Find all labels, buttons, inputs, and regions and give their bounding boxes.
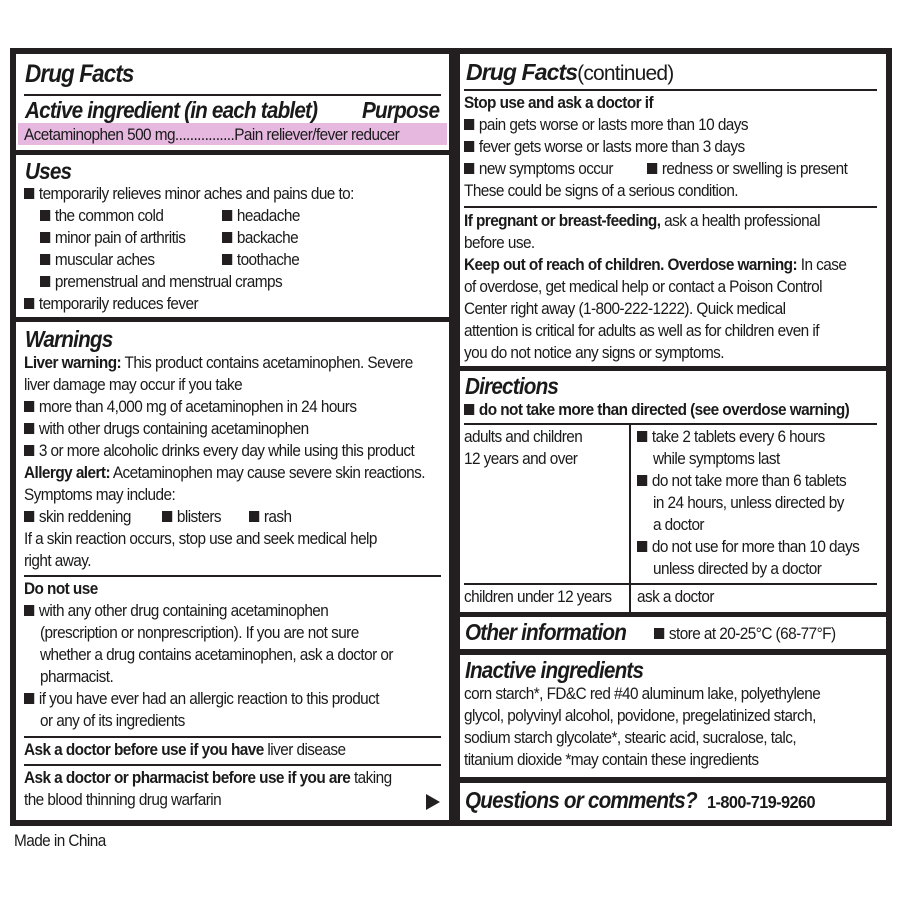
bullet-icon (222, 254, 232, 265)
uses-heading: Uses (25, 158, 72, 184)
divider (464, 206, 877, 208)
made-in-label: Made in China (14, 832, 106, 850)
divider (24, 764, 441, 766)
uses-intro: temporarily relieves minor aches and pains due to: (24, 183, 354, 205)
uses-item: premenstrual and menstrual cramps (40, 271, 282, 293)
bullet-icon (24, 445, 34, 456)
symptom-item: blisters (162, 506, 221, 528)
liver-item: 3 or more alcoholic drinks every day while using this product (24, 440, 414, 462)
keep-out-cont: Center right away (1-800-222-1222). Quick medical (464, 300, 786, 318)
bullet-icon (24, 605, 34, 616)
liver-item: more than 4,000 mg of acetaminophen in 24 hours (24, 396, 356, 418)
symptom-item: skin reddening (24, 506, 131, 528)
other-information-heading: Other information (465, 619, 627, 645)
bullet-icon (637, 431, 647, 442)
uses-item: toothache (222, 249, 299, 271)
ask-pharmacist-line: Ask a doctor or pharmacist before use if you are taking (24, 769, 392, 787)
uses-item: the common cold (40, 205, 163, 227)
directions-step-cont: in 24 hours, unless directed by (653, 494, 844, 512)
uses-item: backache (222, 227, 298, 249)
bullet-icon (24, 401, 34, 412)
directions-warning: do not take more than directed (see overdose warning) (464, 399, 849, 421)
bullet-icon (24, 693, 34, 704)
uses-item: muscular aches (40, 249, 155, 271)
bullet-icon (222, 232, 232, 243)
symptom-item: rash (249, 506, 292, 528)
directions-step-cont: while symptoms last (653, 450, 780, 468)
bullet-icon (40, 276, 50, 287)
uses-last: temporarily reduces fever (24, 293, 198, 315)
keep-out-cont: you do not notice any signs or symptoms. (464, 344, 725, 362)
active-ingredient-box (16, 54, 449, 150)
do-not-use-item-cont: or any of its ingredients (40, 712, 185, 730)
drug-facts-title: Drug Facts (25, 60, 134, 88)
stop-use-item: redness or swelling is present (647, 158, 847, 180)
other-information-item: store at 20-25°C (68-77°F) (654, 623, 836, 645)
continued-box (460, 54, 886, 366)
directions-box (460, 371, 886, 612)
directions-heading: Directions (465, 373, 559, 399)
ask-doctor-line: Ask a doctor before use if you have liver disease (24, 741, 346, 759)
inactive-ingredients-line: corn starch*, FD&C red #40 aluminum lake, polyethylene (464, 685, 821, 703)
bullet-icon (24, 511, 34, 522)
questions-line (465, 787, 723, 813)
keep-out-cont: of overdose, get medical help or contact a Poison Control (464, 278, 823, 296)
directions-step: do not use for more than 10 days (637, 536, 859, 558)
uses-box (16, 155, 449, 317)
bullet-icon (647, 163, 657, 174)
other-information-box (460, 617, 886, 649)
bullet-icon (24, 188, 34, 199)
uses-item: minor pain of arthritis (40, 227, 185, 249)
directions-step: do not take more than 6 tablets (637, 470, 846, 492)
keep-out-line: Keep out of reach of children. Overdose warning: In case (464, 256, 847, 274)
directions-step-cont: a doctor (653, 516, 704, 534)
bullet-icon (24, 298, 34, 309)
inactive-ingredients-line: sodium starch glycolate*, stearic acid, sucralose, talc, (464, 729, 797, 747)
bullet-icon (464, 141, 474, 152)
do-not-use-item: if you have ever had an allergic reaction to this product (24, 688, 379, 710)
directions-step: ask a doctor (637, 588, 714, 606)
title-divider (24, 94, 441, 96)
directions-step: take 2 tablets every 6 hours (637, 426, 825, 448)
continue-arrow-icon (426, 794, 440, 810)
directions-who: children under 12 years (464, 588, 612, 606)
leader-dots: ................ (174, 126, 235, 144)
directions-who: adults and children (464, 428, 583, 446)
stop-use-item: pain gets worse or lasts more than 10 days (464, 114, 748, 136)
do-not-use-item-cont: (prescription or nonprescription). If you are not sure (40, 624, 359, 642)
bullet-icon (40, 210, 50, 221)
bullet-icon (464, 404, 474, 415)
liver-warning-cont: liver damage may occur if you take (24, 376, 243, 394)
allergy-alert: Allergy alert: Acetaminophen may cause severe skin reactions. (24, 464, 425, 482)
do-not-use-heading: Do not use (24, 580, 98, 598)
bullet-icon (40, 254, 50, 265)
stop-use-item: fever gets worse or lasts more than 3 days (464, 136, 745, 158)
divider (24, 736, 441, 738)
purpose-heading: Purpose (362, 97, 440, 123)
skin-reaction-text: If a skin reaction occurs, stop use and seek medical help (24, 530, 377, 548)
bullet-icon (654, 628, 664, 639)
stop-use-item: new symptoms occur (464, 158, 613, 180)
keep-out-cont: attention is critical for adults as well as for children even if (464, 322, 819, 340)
inactive-ingredients-box (460, 655, 886, 777)
do-not-use-item: with any other drug containing acetaminophen (24, 600, 328, 622)
allergy-alert-cont: Symptoms may include: (24, 486, 176, 504)
inactive-ingredients-line: titanium dioxide *may contain these ingredients (464, 751, 759, 769)
active-ingredient-row (24, 124, 399, 146)
pregnant-line: If pregnant or breast-feeding, ask a health professional (464, 212, 820, 230)
uses-item: headache (222, 205, 300, 227)
bullet-icon (637, 541, 647, 552)
inactive-ingredients-line: glycol, polyvinyl alcohol, povidone, pregelatinized starch, (464, 707, 816, 725)
bullet-icon (249, 511, 259, 522)
bullet-icon (40, 232, 50, 243)
bullet-icon (464, 119, 474, 130)
liver-item: with other drugs containing acetaminophen (24, 418, 309, 440)
questions-box (460, 783, 886, 820)
title-divider (464, 89, 877, 91)
bullet-icon (24, 423, 34, 434)
directions-who: 12 years and over (464, 450, 578, 468)
questions-phone: 1-800-719-9260 (707, 792, 816, 812)
table-top-border (464, 423, 877, 425)
bullet-icon (222, 210, 232, 221)
warnings-heading: Warnings (25, 326, 113, 352)
directions-step-cont: unless directed by a doctor (653, 560, 822, 578)
continued-title: Drug Facts(continued) (466, 59, 674, 85)
ingredient-purpose: Pain reliever/fever reducer (234, 126, 400, 144)
ingredient-name: Acetaminophen 500 mg (24, 126, 175, 144)
active-ingredient-heading: Active ingredient (in each tablet) (25, 97, 318, 123)
table-row-divider (464, 583, 877, 585)
skin-reaction-text-cont: right away. (24, 552, 91, 570)
inactive-ingredients-heading: Inactive ingredients (465, 657, 644, 683)
do-not-use-item-cont: whether a drug contains acetaminophen, ask a doctor or (40, 646, 393, 664)
bullet-icon (464, 163, 474, 174)
questions-heading: Questions or comments? (465, 787, 697, 813)
warnings-box (16, 322, 449, 820)
divider (24, 575, 441, 577)
stop-use-heading: Stop use and ask a doctor if (464, 94, 654, 112)
ask-pharmacist-cont: the blood thinning drug warfarin (24, 791, 222, 809)
pregnant-line-cont: before use. (464, 234, 535, 252)
do-not-use-item-cont: pharmacist. (40, 668, 114, 686)
liver-warning: Liver warning: This product contains acetaminophen. Severe (24, 354, 413, 372)
bullet-icon (162, 511, 172, 522)
stop-use-note: These could be signs of a serious condition. (464, 182, 739, 200)
bullet-icon (637, 475, 647, 486)
